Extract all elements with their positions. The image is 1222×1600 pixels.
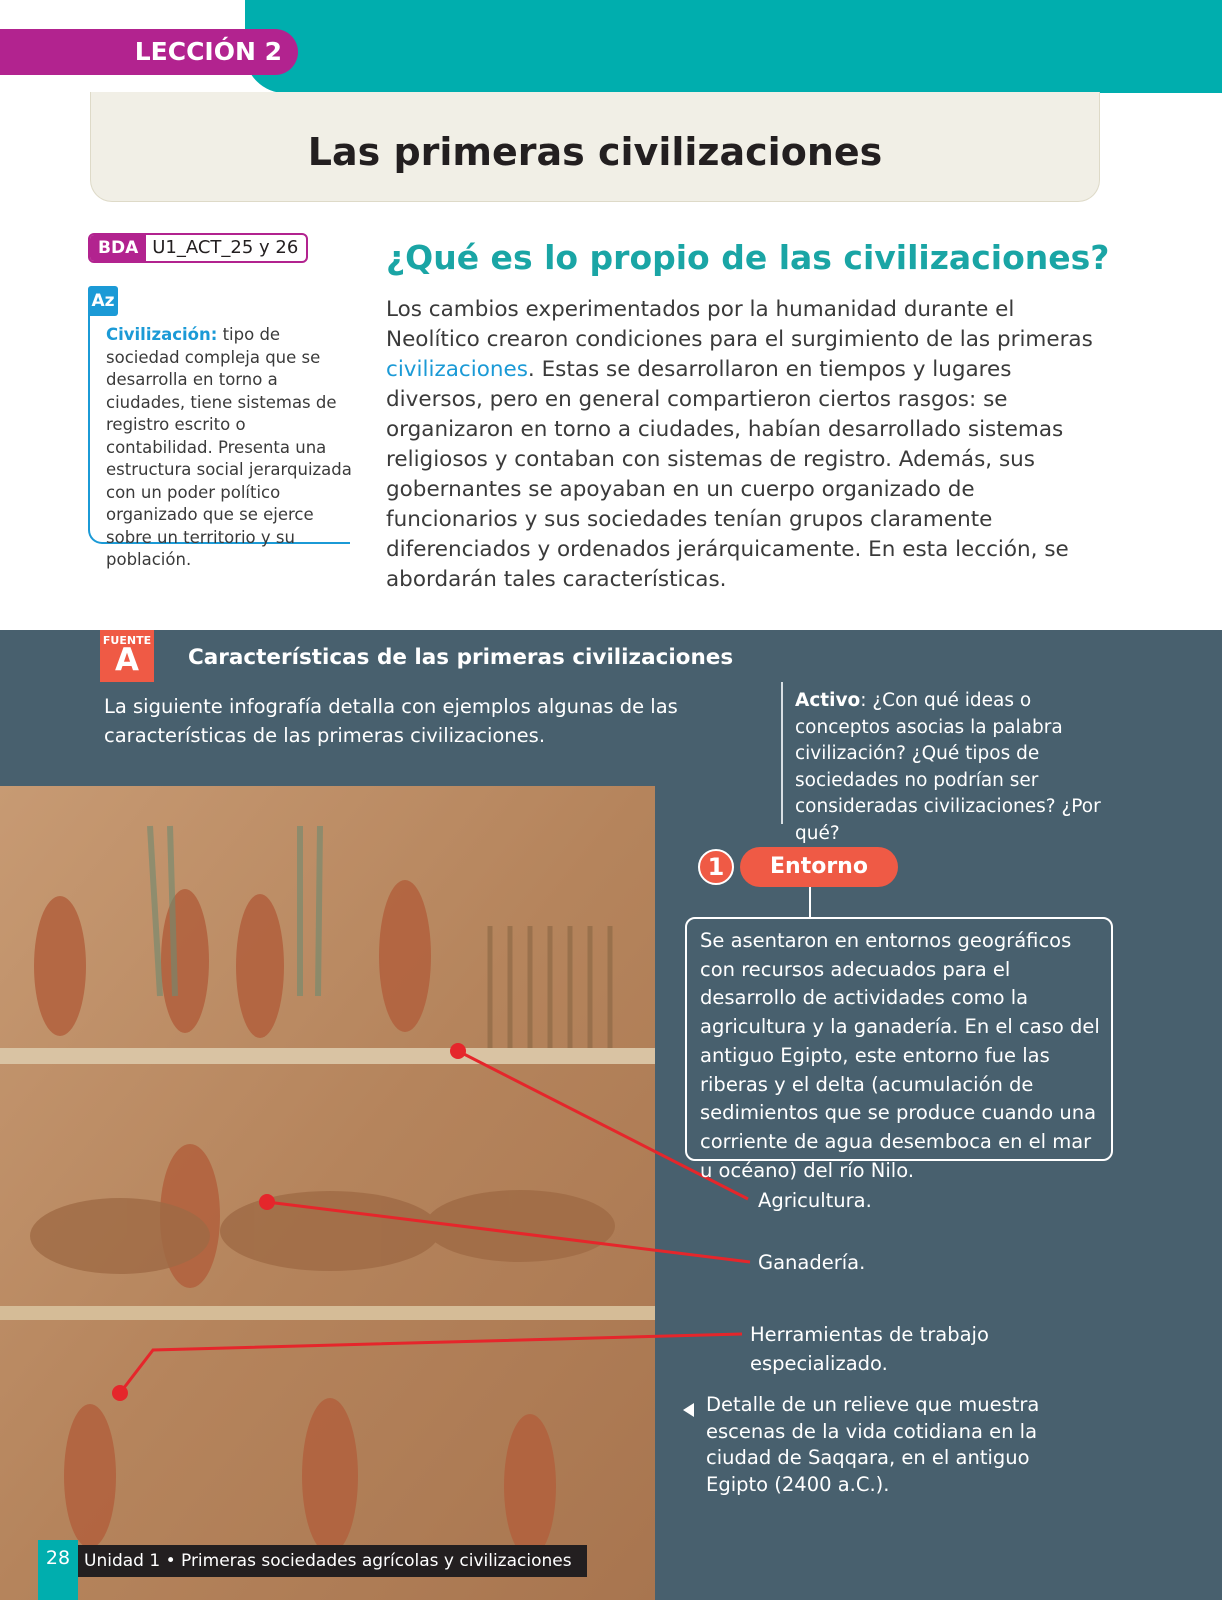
bda-code: U1_ACT_25 y 26 [152,237,299,258]
bda-label: BDA [90,235,146,261]
callout-ganaderia: Ganadería. [758,1251,866,1274]
glossary-term: Civilización: [106,325,218,344]
photo-caption: Detalle de un relieve que muestra escenas de la vida cotidiana en la ciudad de Saqqara, en el antiguo Egipto (2400 a.C.). [706,1393,1040,1496]
glossary-definition-text: tipo de sociedad compleja que se desarrolla en torno a ciudades, tiene sistemas de registro escrito o contabilidad. Presenta una estructura social jerarquizada con un poder político organizado que se ejerce sobre un territorio y su población. [106,325,352,569]
entorno-description: Se asentaron en entornos geográficos con recursos adecuados para el desarrollo de actividades como la agricultura y la ganadería. En el caso del antiguo Egipto, este entorno fue las riberas y el delta (acumulación de sedimientos que se produce cuando una corriente de agua desemboca en el mar u océano) del río Nilo. [685,917,1113,1161]
footer-unit-title: Unidad 1 • Primeras sociedades agrícolas y civilizaciones [78,1545,587,1577]
intro-keyword-link[interactable]: civilizaciones [386,357,528,382]
source-title: Características de las primeras civilizaciones [188,645,734,670]
lesson-tab: LECCIÓN 2 [0,29,298,75]
callout-agricultura: Agricultura. [758,1189,872,1212]
source-badge-letter: A [115,642,139,678]
entorno-number-badge: 1 [698,849,734,885]
source-badge-label: FUENTE [102,634,152,647]
source-description: La siguiente infografía detalla con ejemplos algunas de las características de las primeras civilizaciones. [104,695,678,747]
page-title: Las primeras civilizaciones [307,130,883,174]
callout-herramientas: Herramientas de trabajo especializado. [750,1323,989,1375]
entorno-label: Entorno [740,847,898,887]
intro-text-before: Los cambios experimentados por la humanidad durante el Neolítico crearon condiciones para el surgimiento de las primeras [386,297,1093,352]
caption-pointer-icon [683,1403,694,1417]
entorno-connector [809,887,811,917]
activo-text: : ¿Con qué ideas o conceptos asocias la palabra civilización? ¿Qué tipos de sociedades no podrían ser consideradas civilizaciones? ¿Por qué? [795,690,1101,844]
activo-label: Activo [795,690,861,711]
section-question: ¿Qué es lo propio de las civilizaciones? [386,238,1110,277]
glossary-icon: Az [88,286,118,316]
page-number: 28 [38,1540,78,1600]
intro-text-after: . Estas se desarrollaron en tiempos y lugares diversos, pero en general compartieron ciertos rasgos: se organizaron en torno a ciudades, habían desarrollado sistemas religiosos y contaban con sistemas de registro. Además, sus gobernantes se apoyaban en un cuerpo organizado de funcionarios y sus sociedades tenían grupos claramente diferenciados y ordenados jerárquicamente. En esta lección, se abordarán tales características. [386,357,1069,592]
